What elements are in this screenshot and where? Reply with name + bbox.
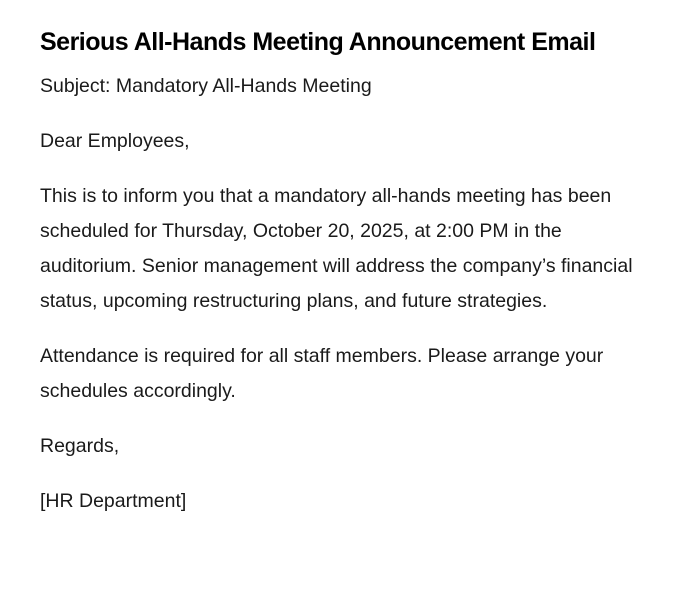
email-body-paragraph: Attendance is required for all staff members. Please arrange your schedules accordingly. [40, 345, 604, 402]
email-closing: Regards, [40, 435, 120, 457]
email-subject: Subject: Mandatory All-Hands Meeting [40, 75, 372, 97]
email-document [40, 0, 660, 519]
document-title: Serious All-Hands Meeting Announcement Email [40, 28, 596, 56]
email-greeting: Dear Employees, [40, 130, 190, 152]
email-body-paragraph: This is to inform you that a mandatory all-hands meeting has been scheduled for Thursday, October 20, 2025, at 2:00 PM in the auditorium. Senior management will address the company’s financial status, upcoming restructuring plans, and future strategies. [40, 185, 633, 312]
email-signature: [HR Department] [40, 490, 187, 512]
